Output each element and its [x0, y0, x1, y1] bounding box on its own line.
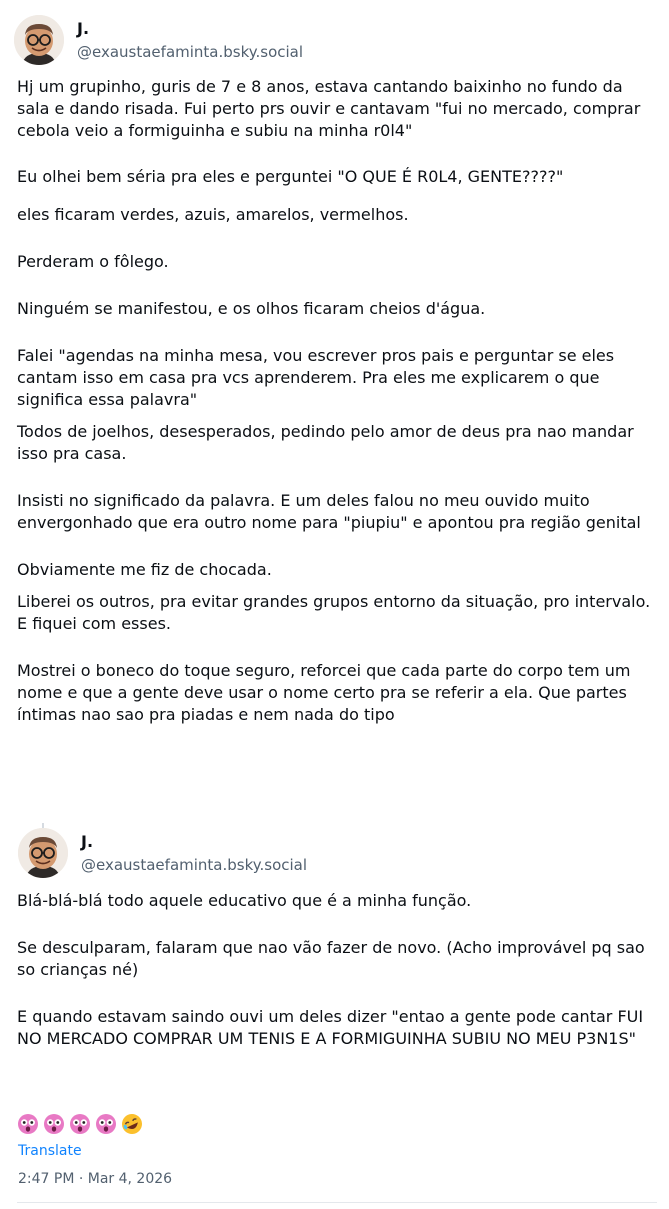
handle[interactable]: @exaustaefaminta.bsky.social	[81, 855, 308, 874]
display-name[interactable]: J.	[77, 18, 90, 38]
post-paragraph: eles ficaram verdes, azuis, amarelos, vermelhos.	[17, 205, 409, 224]
post-paragraph: Insisti no significado da palavra. E um deles falou no meu ouvido muito envergonhado que era outro nome para "piupiu" e apontou pra região genital	[17, 491, 641, 532]
shocked-face-icon	[95, 1113, 117, 1135]
post-paragraph: Mostrei o boneco do toque seguro, reforcei que cada parte do corpo tem um nome e que a gente deve usar o nome certo pra se referir a ela. Que partes íntimas nao sao pra piadas e nem nada do tipo	[17, 661, 636, 724]
avatar[interactable]	[18, 828, 68, 878]
avatar-illustration	[18, 828, 68, 878]
emoji-row	[17, 1113, 143, 1135]
display-name[interactable]: J.	[81, 831, 94, 851]
rolling-laughing-face-icon	[121, 1113, 143, 1135]
post-paragraph: Todos de joelhos, desesperados, pedindo pelo amor de deus pra nao mandar isso pra casa.	[17, 422, 639, 463]
post-author	[14, 15, 303, 65]
reply-paragraph: Blá-blá-blá todo aquele educativo que é a minha função.	[17, 891, 472, 910]
shocked-face-icon	[43, 1113, 65, 1135]
post-text	[17, 76, 657, 726]
post-paragraph: Eu olhei bem séria pra eles e perguntei "O QUE É R0L4, GENTE????"	[17, 167, 564, 186]
avatar[interactable]	[14, 15, 64, 65]
reply-paragraph: Se desculparam, falaram que nao vão fazer de novo. (Acho improvável pq sao so crianças né)	[17, 938, 650, 979]
reply-author	[18, 828, 307, 878]
shocked-face-icon	[17, 1113, 39, 1135]
reply-text	[17, 890, 657, 1050]
reply-paragraph: E quando estavam saindo ouvi um deles dizer "entao a gente pode cantar FUI NO MERCADO COMPRAR UM TENIS E A FORMIGUINHA SUBIU NO MEU P3N1S"	[17, 1007, 649, 1048]
post-paragraph: Liberei os outros, pra evitar grandes grupos entorno da situação, pro intervalo. E fiquei com esses.	[17, 592, 656, 633]
post-paragraph: Ninguém se manifestou, e os olhos ficaram cheios d'água.	[17, 299, 486, 318]
shocked-face-icon	[69, 1113, 91, 1135]
post-paragraph: Falei "agendas na minha mesa, vou escrever pros pais e perguntar se eles cantam isso em casa pra vcs aprenderem. Pra eles me explicarem o que significa essa palavra"	[17, 346, 620, 409]
post-paragraph: Obviamente me fiz de chocada.	[17, 560, 272, 579]
divider	[17, 1202, 657, 1203]
handle[interactable]: @exaustaefaminta.bsky.social	[77, 42, 304, 61]
post-paragraph: Hj um grupinho, guris de 7 e 8 anos, estava cantando baixinho no fundo da sala e dando risada. Fui perto prs ouvir e cantavam "fui no mercado, comprar cebola veio a formiguinha e subiu na minha r0l4"	[17, 77, 646, 140]
post-timestamp[interactable]: 2:47 PM · Mar 4, 2026	[18, 1171, 173, 1187]
avatar-illustration	[14, 15, 64, 65]
post-paragraph: Perderam o fôlego.	[17, 252, 169, 271]
translate-link[interactable]: Translate	[18, 1143, 82, 1159]
